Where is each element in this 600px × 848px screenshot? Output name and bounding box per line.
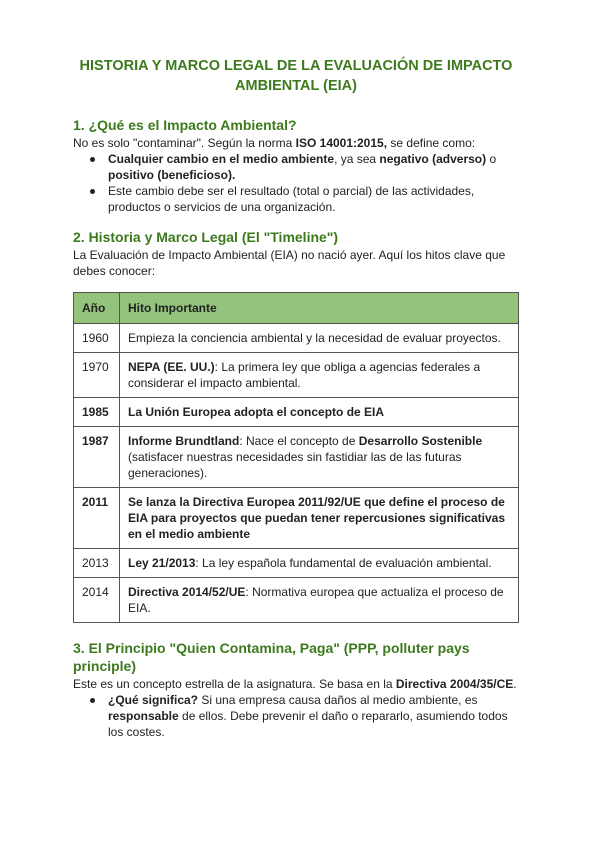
table-row [74,353,519,398]
table-row [74,398,519,427]
document-page [73,56,519,740]
year-cell: 1985 [74,398,120,427]
year-cell: 2011 [74,488,120,549]
section-1-intro: No es solo "contaminar". Según la norma ISO 14001:2015, se define como: [73,136,476,150]
section-3-list [73,692,519,740]
milestone-cell: Informe Brundtland: Nace el concepto de Desarrollo Sostenible (satisfacer nuestras necesidades sin fastidiar las de las futuras generaciones). [120,427,519,488]
table-row [74,427,519,488]
table-row [74,488,519,549]
column-header-year: Año [74,293,120,324]
milestone-cell: Se lanza la Directiva Europea 2011/92/UE que define el proceso de EIA para proyectos que puedan tener repercusiones significativas en el medio ambiente [120,488,519,549]
year-cell: 1970 [74,353,120,398]
section-polluter-pays [73,639,519,740]
year-cell: 1987 [74,427,120,488]
section-2-heading: 2. Historia y Marco Legal (El "Timeline") [73,229,339,245]
year-cell: 2013 [74,549,120,578]
list-item: Este cambio debe ser el resultado (total o parcial) de las actividades, productos o servicios de una organización. [108,183,519,215]
section-history [73,228,519,623]
table-row [74,578,519,623]
milestone-cell: NEPA (EE. UU.): La primera ley que obliga a agencias federales a considerar el impacto ambiental. [120,353,519,398]
section-what-is-impact [73,116,519,215]
section-2-intro: La Evaluación de Impacto Ambiental (EIA) no nació ayer. Aquí los hitos clave que debes conocer: [73,248,506,278]
document-title: HISTORIA Y MARCO LEGAL DE LA EVALUACIÓN DE IMPACTO AMBIENTAL (EIA) [79,58,513,94]
section-1-list [73,151,519,215]
timeline-table [73,292,519,623]
year-cell: 1960 [74,324,120,353]
section-1-heading: 1. ¿Qué es el Impacto Ambiental? [73,117,297,133]
section-3-intro: Este es un concepto estrella de la asignatura. Se basa en la Directiva 2004/35/CE. [73,677,517,691]
year-cell: 2014 [74,578,120,623]
milestone-cell: Ley 21/2013: La ley española fundamental de evaluación ambiental. [120,549,519,578]
list-item: Cualquier cambio en el medio ambiente, ya sea negativo (adverso) o positivo (beneficioso). [108,151,519,183]
column-header-milestone: Hito Importante [120,293,519,324]
milestone-cell: Empieza la conciencia ambiental y la necesidad de evaluar proyectos. [120,324,519,353]
milestone-cell: La Unión Europea adopta el concepto de EIA [120,398,519,427]
list-item: ¿Qué significa? Si una empresa causa daños al medio ambiente, es responsable de ellos. Debe prevenir el daño o repararlo, asumiendo todos los costes. [108,692,519,740]
table-row [74,549,519,578]
milestone-cell: Directiva 2014/52/UE: Normativa europea que actualiza el proceso de EIA. [120,578,519,623]
section-3-heading: 3. El Principio "Quien Contamina, Paga" (PPP, polluter pays principle) [73,640,470,674]
table-row [74,324,519,353]
table-header-row [74,293,519,324]
